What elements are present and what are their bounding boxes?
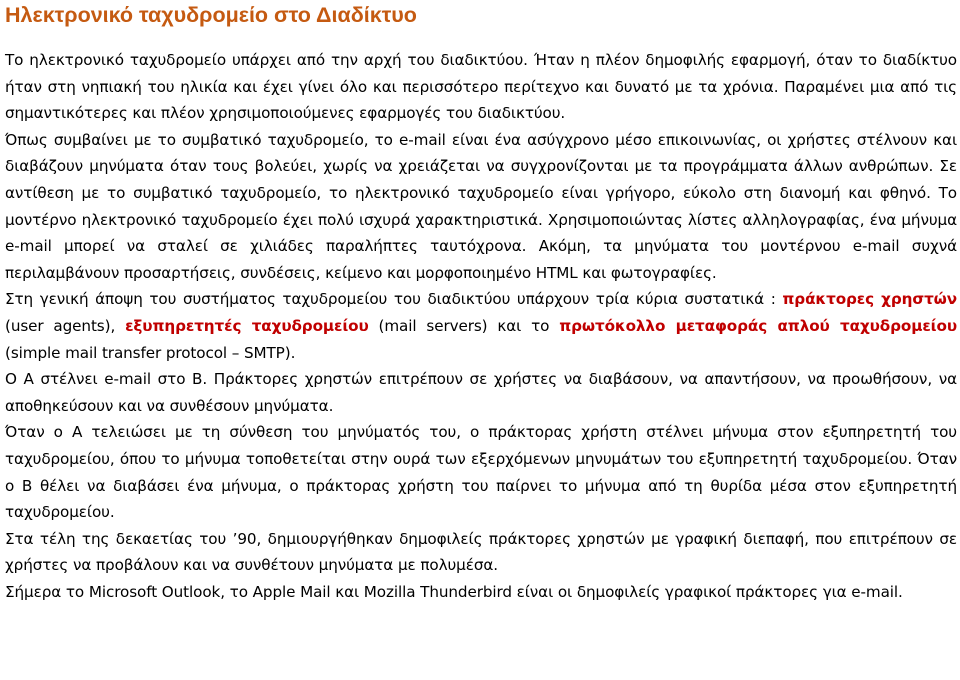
highlight-smtp: πρωτόκολλο μεταφοράς απλού ταχυδρομείου [559,316,957,335]
document-page [5,0,957,605]
highlight-mail-servers: εξυπηρετητές ταχυδρομείου [125,316,369,335]
paragraph-async-email: Όπως συμβαίνει με το συμβατικό ταχυδρομείο, το e-mail είναι ένα ασύγχρονο μέσο επικοινωνίας, οι χρήστες στέλνουν και διαβάζουν μηνύματα όταν τους βολεύει, χωρίς να χρειάζεται να συγχρονίζονται με τα προγράμματα άλλων ανθρώπων. Σε αντίθεση με το συμβατικό ταχυδρομείο, το ηλεκτρονικό ταχυδρομείο είναι γρήγορο, εύκολο στη διανομή και φθηνό. Το μοντέρνο ηλεκτρονικό ταχυδρομείο έχει πολύ ισχυρά χαρακτηριστικά. Χρησιμοποιώντας λίστες αλληλογραφίας, ένα μήνυμα e-mail μπορεί να σταλεί σε χιλιάδες παραλήπτες ταυτόχρονα. Ακόμη, τα μηνύματα του μοντέρνου e-mail συχνά περιλαμβάνουν προσαρτήσεις, συνδέσεις, κείμενο και μορφοποιημένο HTML και φωτογραφίες. [5,130,957,282]
paragraph-message-flow: Όταν ο Α τελειώσει με τη σύνθεση του μηνύματός του, ο πράκτορας χρήστη στέλνει μήνυμα στον εξυπηρετητή του ταχυδρομείου, όπου το μήνυμα τοποθετείται στην ουρά των εξερχόμενων μηνυμάτων του εξυπηρετητή ταχυδρομείου. Όταν ο Β θέλει να διαβάσει ένα μήνυμα, ο πράκτορας χρήστη του παίρνει το μήνυμα από τη θυρίδα μέσα στον εξυπηρετητή ταχυδρομείου. [5,423,957,522]
page-title: Ηλεκτρονικό ταχυδρομείο στο Διαδίκτυο [5,3,417,27]
paragraph-intro: Το ηλεκτρονικό ταχυδρομείο υπάρχει από την αρχή του διαδικτύου. Ήταν η πλέον δημοφιλής εφαρμογή, όταν το διαδίκτυο ήταν στη νηπιακή του ηλικία και έχει γίνει όλο και περισσότερο περίτεχνο και δυνατό με τα χρόνια. Παραμένει μια από τις σημαντικότερες και πλέον χρησιμοποιούμενες εφαρμογές του διαδικτύου. [5,51,957,123]
paragraph-text: (mail servers) και το [368,316,560,335]
highlight-user-agents: πράκτορες χρηστών [782,290,958,309]
paragraph-text: (simple mail transfer protocol – SMTP). [5,343,296,362]
paragraph-components [5,286,957,366]
document-body [5,33,957,605]
paragraph-popular-clients: Σήμερα το Microsoft Outlook, το Apple Mail και Mozilla Thunderbird είναι οι δημοφιλείς γραφικοί πράκτορες για e-mail. [5,582,903,601]
paragraph-a-sends-b: Ο Α στέλνει e-mail στο Β. Πράκτορες χρηστών επιτρέπουν σε χρήστες να διαβάσουν, να απαντήσουν, να προωθήσουν, να αποθηκεύσουν και να συνθέσουν μηνύματα. [5,370,957,415]
paragraph-text: (user agents), [5,316,126,335]
paragraph-gui-agents: Στα τέλη της δεκαετίας του ’90, δημιουργήθηκαν δημοφιλείς πράκτορες χρηστών με γραφική διεπαφή, που επιτρέπουν σε χρήστες να προβάλουν και να συνθέτουν μηνύματα με πολυμέσα. [5,529,957,575]
paragraph-text: Στη γενική άποψη του συστήματος ταχυδρομείου του διαδικτύου υπάρχουν τρία κύρια συστατικά : [5,290,783,309]
